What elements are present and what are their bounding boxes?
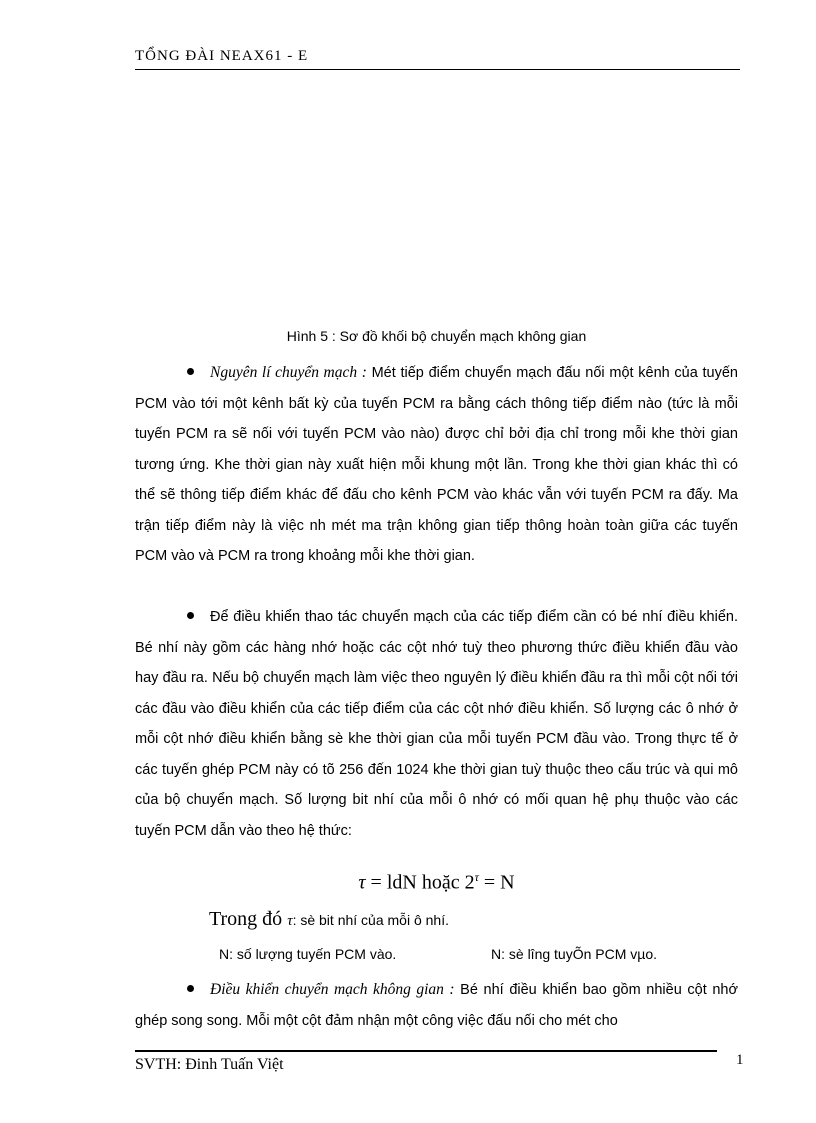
paragraph-text: Mét tiếp điểm chuyển mạch đấu nối một kênh của tuyến PCM vào tới một kênh bất kỳ của tuyến PCM ra bằng cách thông tiếp điểm nào (tức là mỗi tuyến PCM ra sẽ nối với tuyến PCM vào nào) được chỉ bởi địa chỉ trong mỗi khe thời gian tương ứng. Khe thời gian này xuất hiện mỗi khung một lần. Trong khe thời gian khác thì có thể sẽ thông tiếp điểm khác để đấu cho kênh PCM vào khác vẫn với tuyến PCM ra đấy. Ma trận tiếp điểm này là việc nh mét ma trận không gian tiếp thông hoàn toàn giữa các tuyến PCM vào và PCM ra trong khoảng mỗi khe thời gian. (135, 365, 738, 564)
page-number: 1 (736, 1052, 744, 1068)
footer-author: SVTH: Đinh Tuấn Việt (135, 1056, 284, 1073)
legend-n-left: N: số lượng tuyến PCM vào. (219, 946, 397, 962)
formula (135, 870, 738, 895)
figure-caption: Hình 5 : Sơ đồ khối bộ chuyển mạch không gian (286, 328, 587, 344)
formula-superscript: τ (474, 870, 479, 884)
page-header-title: TỔNG ĐÀI NEAX61 - E (135, 48, 309, 64)
formula-legend (209, 908, 449, 931)
paragraph-text: Bé nhí điều khiển bao gồm nhiều cột nhớ ghép song song. Mỗi một cột đảm nhận một công việc đấu nối cho mét cho (135, 982, 738, 1029)
paragraph-space-control (135, 975, 738, 1036)
bullet-icon (187, 368, 194, 375)
paragraph-lead: Nguyên lí chuyển mạch : (210, 364, 367, 381)
bullet-icon (187, 612, 194, 619)
paragraph-principle (135, 358, 738, 572)
legend-n-right: N: sè lîng tuyÕn PCM vµo. (491, 946, 658, 962)
bullet-icon (187, 985, 194, 992)
paragraph-text: Để điều khiển thao tác chuyển mạch của các tiếp điểm cần có bé nhí điều khiển. Bé nhí này gồm các hàng nhớ hoặc các cột nhớ tuỳ theo phương thức điều khiển đầu vào hay đầu ra. Nếu bộ chuyển mạch làm việc theo nguyên lý điều khiển đầu ra thì mỗi cột nối tới các đầu vào điều khiển của các tiếp điểm của các cột nhớ điều khiển. Số lượng các ô nhớ ở mỗi cột nhớ điều khiển bằng sè khe thời gian của mỗi tuyến PCM đầu vào. Trong thực tế ở các tuyến ghép PCM này có tõ 256 đến 1024 khe thời gian tuỳ thuộc theo cấu trúc và qui mô của bộ chuyển mạch. Số lượng bit nhí của mỗi ô nhớ có mối quan hệ phụ thuộc vào các tuyến PCM dẫn vào theo hệ thức: (135, 609, 738, 839)
legend-tau: τ (287, 913, 293, 929)
legend-text: : sè bit nhí của mỗi ô nhí. (292, 912, 449, 928)
paragraph-control-memory (135, 602, 738, 846)
legend-lead: Trong đó (209, 908, 283, 930)
formula-text: = ldN hoặc 2 (365, 871, 475, 894)
footer-rule (135, 1050, 717, 1052)
header-rule (135, 69, 740, 70)
formula-tau: τ (358, 871, 366, 894)
paragraph-lead: Điều khiển chuyển mạch không gian : (210, 981, 455, 998)
formula-tail: = N (478, 871, 515, 894)
